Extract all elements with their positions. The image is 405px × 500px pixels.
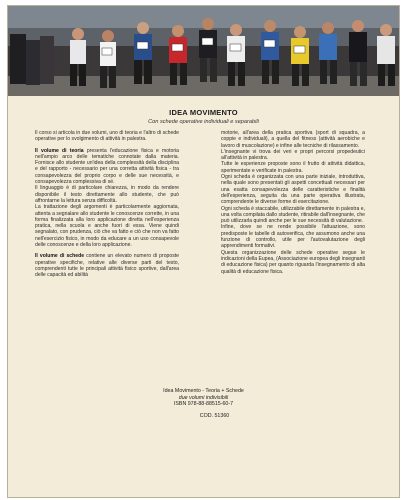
paragraph: L'insegnante vi trova dei veri e propri percorsi propedeutici all'attività in palestra. — [221, 148, 365, 162]
bold-lead: Il volume di schede — [35, 253, 85, 260]
description-left-column — [35, 130, 179, 279]
paragraph — [35, 148, 179, 186]
book-subtitle: Con schede operative individuali e separabili — [148, 119, 259, 125]
paragraph: Questa organizzazione delle schede operative segue le indicazioni della Eupea, (Associazione europea degli insegnanti di educazione fisica) per quanto riguarda l'insegnamento di alta qualità di educazione fisica. — [221, 249, 365, 275]
runners-illustration — [8, 6, 399, 96]
paragraph: Tutte le esperienze proposte sono il frutto di attività didattica, sperimentate e verificate in palestra. — [221, 161, 365, 174]
paragraph: motorie, all'area della pratica sportiva (sport di squadra, a coppie e individuali), a quella del fitness (attività aerobiche e lavoro di muscolazione) e infine alle tecniche di rilassamento. — [221, 130, 365, 149]
paragraph: Infine, dove se ne rende possibile l'attuazione, sono predisposte le tabelle di autoverifica, che assumono anche una funzione di controllo, utile per l'autovalutazione degli apprendimenti formativi. — [221, 224, 365, 250]
colophon — [8, 388, 399, 419]
paragraph-text: presenta l'educazione fisica e motoria nell'ampio arco delle tematiche connotate dalla materia. Fornisce allo studente un'idea della complessità della disciplina e del rapporto - necessario per una corretta attività fisica - tra consapevolezza del proprio corpo e delle sue necessità, e consapevolezza complessiva di sé. — [35, 147, 180, 186]
paragraph: Il corso si articola in due volumi, uno di teoria e l'altro di schede operative per lo svolgimento di attività in palestra. — [35, 130, 179, 143]
paragraph — [35, 253, 179, 278]
paragraph: Ogni scheda è organizzata con una parte iniziale, introduttiva, nella quale sono presentati gli aspetti concettuali necessari per una esatta consapevolezza delle caratteristiche e finalità dell'esperienza, seguita da una parte operativa illustrata, comprendente le diverse forme di esercitazione. — [221, 174, 365, 206]
product-line: Idea Movimento - Teoria + Schede — [163, 388, 244, 394]
cover-photo-marathon-runners — [8, 6, 399, 96]
paragraph: Il linguaggio è di particolare chiarezza, in modo da rendere disponibile il testo direttamente allo studente, che può affrontarne la lettura senza difficoltà. — [35, 185, 179, 204]
book-back-cover — [7, 5, 400, 498]
header — [8, 108, 399, 125]
paragraph: La trattazione degli argomenti è particolarmente aggiornata, attenta a segnalare allo studente le conoscenze corrette, in una forma finalizzata alla loro applicazione diretta nell'esperienza pratica, nella scuola e anche fuori di essa. Viene quindi segnalato, con prudenza, ciò che va fatto e ciò che non va fatto nell'esercizio fisico, in modo da educare a un uso consapevole delle conoscenze e della loro applicazione. — [35, 204, 179, 249]
description-right-column — [221, 130, 365, 275]
bold-lead: Il volume di teoria — [35, 147, 84, 154]
product-code: COD. 51360 — [199, 412, 230, 419]
paragraph: Ogni scheda è staccabile, utilizzabile direttamente in palestra e, una volta compilata dallo studente, ritirabile dall'insegnante, che può utilizzarla quindi anche per le sue necessità di valutazione. — [221, 205, 365, 225]
back-cover-text — [8, 96, 399, 497]
book-title: IDEA MOVIMENTO — [169, 108, 238, 117]
isbn: ISBN 978-88-88515-60-7 — [173, 401, 234, 408]
volumes-note: due volumi indivisibili — [178, 394, 229, 401]
paragraph-text: contiene un elevato numero di proposte operative specifiche, relative alle diverse parti del testo, comprendenti tutte le principali attività fisico sportive, dall'area delle capacità ed abilità — [35, 253, 179, 279]
